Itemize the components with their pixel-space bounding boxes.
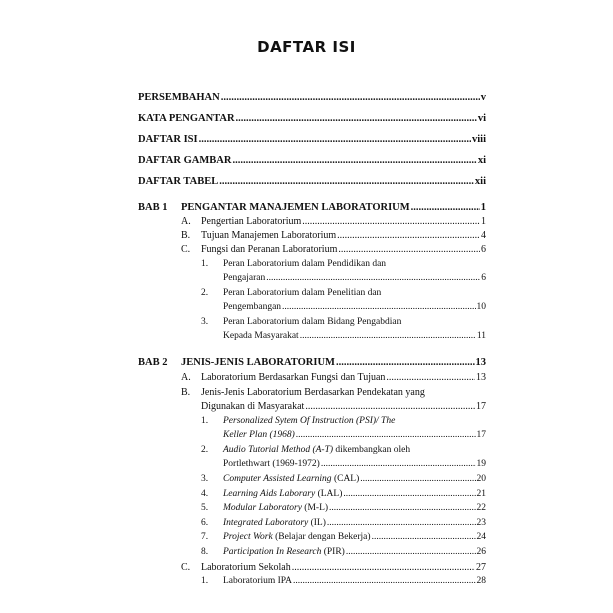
toc-section-bab1-b[interactable] <box>181 230 486 241</box>
toc-page: 11 <box>476 331 486 341</box>
section-title: Fungsi dan Peranan Laboratorium <box>201 244 338 255</box>
leader-dots <box>232 155 476 166</box>
subsection-title-italic: Project Work <box>223 532 273 542</box>
leader-dots <box>360 474 475 484</box>
subsection-title-rest: dikembangkan oleh <box>333 445 411 455</box>
toc-section-bab2-b[interactable] <box>181 401 486 412</box>
leader-dots <box>293 576 475 586</box>
chapter-number: BAB 1 <box>138 202 168 213</box>
toc-subsection-bab2-b2[interactable] <box>201 459 486 469</box>
section-title: Pengertian Laboratorium <box>201 216 302 227</box>
subsection-title-rest: (M-L) <box>301 503 329 513</box>
toc-label: DAFTAR ISI <box>138 134 198 145</box>
subsection-title: Peran Laboratorium dalam Bidang Pengabdian <box>223 317 402 327</box>
toc-subsection-bab1-c3[interactable] <box>201 331 486 341</box>
leader-dots <box>302 216 480 227</box>
leader-dots <box>266 273 480 283</box>
toc-label: PERSEMBAHAN <box>138 92 220 103</box>
subsection-title-rest: (PIR) <box>321 547 345 557</box>
toc-page: vi <box>477 113 486 124</box>
section-letter: C. <box>181 562 191 573</box>
leader-dots <box>338 244 480 255</box>
leader-dots <box>296 430 476 440</box>
toc-subsection-bab2-b6[interactable] <box>201 518 486 528</box>
subsection-title: Peran Laboratorium dalam Penelitian dan <box>223 288 382 298</box>
toc-subsection-bab2-b2-line1[interactable] <box>201 445 410 455</box>
leader-dots <box>386 372 475 383</box>
toc-section-bab2-c[interactable] <box>181 562 486 573</box>
subsection-number: 5. <box>201 503 209 513</box>
subsection-number: 1. <box>201 576 209 586</box>
toc-subsection-bab2-b1-line1[interactable] <box>201 416 395 426</box>
section-title: Laboratorium Berdasarkan Fungsi dan Tujuan <box>201 372 386 383</box>
subsection-title-cont: Pengembangan <box>223 302 282 312</box>
toc-label: DAFTAR GAMBAR <box>138 155 232 166</box>
toc-section-bab1-a[interactable] <box>181 216 486 227</box>
toc-page: 22 <box>476 503 486 513</box>
toc-subsection-bab2-b5[interactable] <box>201 503 486 513</box>
section-letter: B. <box>181 230 191 241</box>
leader-dots <box>411 202 480 213</box>
toc-page: 23 <box>476 518 486 528</box>
toc-entry-persembahan[interactable] <box>138 92 486 103</box>
toc-page: 27 <box>476 562 486 573</box>
toc-subsection-bab2-c1[interactable] <box>201 576 486 586</box>
toc-entry-daftar-tabel[interactable] <box>138 176 486 187</box>
toc-entry-daftar-isi[interactable] <box>138 134 486 145</box>
section-letter: B. <box>181 387 191 398</box>
toc-page: v <box>480 92 486 103</box>
leader-dots <box>336 357 475 368</box>
toc-page: 26 <box>476 547 486 557</box>
subsection-title-italic: Participation In Research <box>223 547 322 557</box>
leader-dots <box>236 113 477 124</box>
toc-subsection-bab1-c2[interactable] <box>201 302 486 312</box>
section-letter: C. <box>181 244 191 255</box>
subsection-title-rest: (IL) <box>308 518 326 528</box>
section-title: Tujuan Manajemen Laboratorium <box>201 230 337 241</box>
toc-page: xii <box>474 176 486 187</box>
toc-page: xi <box>477 155 486 166</box>
subsection-title: Peran Laboratorium dalam Pendidikan dan <box>223 259 387 269</box>
subsection-title-italic: Modular Laboratory <box>223 503 302 513</box>
section-title: Laboratorium Sekolah <box>201 562 291 573</box>
subsection-number: 2. <box>201 445 209 455</box>
toc-subsection-bab1-c1[interactable] <box>201 273 486 283</box>
subsection-number: 7. <box>201 532 209 542</box>
subsection-number: 2. <box>201 288 209 298</box>
toc-subsection-bab2-b8[interactable] <box>201 547 486 557</box>
leader-dots <box>221 92 480 103</box>
subsection-title: Personalized Sytem Of Instruction (PSI)/ The <box>223 416 396 426</box>
chapter-title: JENIS-JENIS LABORATORIUM <box>181 357 335 368</box>
subsection-number: 3. <box>201 474 209 484</box>
leader-dots <box>219 176 474 187</box>
toc-entry-daftar-gambar[interactable] <box>138 155 486 166</box>
leader-dots <box>329 503 475 513</box>
toc-section-bab1-c[interactable] <box>181 244 486 255</box>
subsection-number: 8. <box>201 547 209 557</box>
toc-page: 24 <box>476 532 486 542</box>
leader-dots <box>199 134 471 145</box>
toc-page: 21 <box>476 489 486 499</box>
subsection-title-cont: Kepada Masyarakat <box>223 331 299 341</box>
subsection-title-italic: Integrated Laboratory <box>223 518 309 528</box>
section-title-cont: Digunakan di Masyarakat <box>201 401 305 412</box>
leader-dots <box>282 302 475 312</box>
subsection-number: 6. <box>201 518 209 528</box>
toc-section-bab2-b-line1[interactable] <box>181 387 425 398</box>
toc-page: 4 <box>481 230 486 241</box>
section-title: Jenis-Jenis Laboratorium Berdasarkan Pendekatan yang <box>201 387 425 398</box>
subsection-title-rest: (LAL) <box>315 489 343 499</box>
subsection-title-italic: Computer Assisted Learning <box>223 474 332 484</box>
toc-section-bab2-a[interactable] <box>181 372 486 383</box>
leader-dots <box>337 230 480 241</box>
toc-page: 20 <box>476 474 486 484</box>
leader-dots <box>372 532 476 542</box>
toc-page: 19 <box>476 459 486 469</box>
chapter-title: PENGANTAR MANAJEMEN LABORATORIUM <box>181 202 410 213</box>
chapter-number: BAB 2 <box>138 357 168 368</box>
subsection-number: 3. <box>201 317 209 327</box>
leader-dots <box>343 489 475 499</box>
toc-subsection-bab2-b1[interactable] <box>201 430 486 440</box>
toc-page: 1 <box>481 216 486 227</box>
subsection-title-rest: (Belajar dengan Bekerja) <box>272 532 371 542</box>
subsection-title: Laboratorium IPA <box>223 576 293 586</box>
leader-dots <box>321 459 476 469</box>
subsection-title-cont: Keller Plan (1968) <box>223 430 295 440</box>
subsection-title-cont: Pengajaran <box>223 273 266 283</box>
subsection-title-italic: Audio Tutorial Method (A-T) <box>223 445 334 455</box>
toc-chapter-bab2[interactable] <box>138 357 486 368</box>
toc-subsection-bab2-b7[interactable] <box>201 532 486 542</box>
toc-page: 1 <box>480 202 486 213</box>
toc-page: 6 <box>481 244 486 255</box>
toc-page: 10 <box>476 302 486 312</box>
toc-page: 17 <box>476 430 486 440</box>
toc-entry-kata-pengantar[interactable] <box>138 113 486 124</box>
toc-page: 6 <box>481 273 486 283</box>
leader-dots <box>292 562 475 573</box>
subsection-number: 4. <box>201 489 209 499</box>
subsection-title-cont: Portlethwart (1969-1972) <box>223 459 320 469</box>
toc-label: KATA PENGANTAR <box>138 113 235 124</box>
leader-dots <box>346 547 476 557</box>
subsection-title-italic: Learning Aids Laborary <box>223 489 316 499</box>
leader-dots <box>327 518 476 528</box>
toc-page: 28 <box>476 576 486 586</box>
toc-subsection-bab1-c1-line1[interactable] <box>201 259 386 269</box>
toc-subsection-bab2-b3[interactable] <box>201 474 486 484</box>
page-title: DAFTAR ISI <box>257 38 356 56</box>
toc-page: 17 <box>476 401 486 412</box>
toc-subsection-bab1-c2-line1[interactable] <box>201 288 381 298</box>
toc-subsection-bab2-b4[interactable] <box>201 489 486 499</box>
toc-chapter-bab1[interactable] <box>138 202 486 213</box>
subsection-number: 1. <box>201 259 209 269</box>
subsection-title-rest: (CAL) <box>331 474 360 484</box>
leader-dots <box>300 331 476 341</box>
section-letter: A. <box>181 216 191 227</box>
toc-page: viii <box>471 134 486 145</box>
toc-label: DAFTAR TABEL <box>138 176 219 187</box>
leader-dots <box>305 401 475 412</box>
toc-page: 13 <box>475 357 486 368</box>
toc-page: 13 <box>476 372 486 383</box>
subsection-number: 1. <box>201 416 209 426</box>
toc-subsection-bab1-c3-line1[interactable] <box>201 317 401 327</box>
section-letter: A. <box>181 372 191 383</box>
